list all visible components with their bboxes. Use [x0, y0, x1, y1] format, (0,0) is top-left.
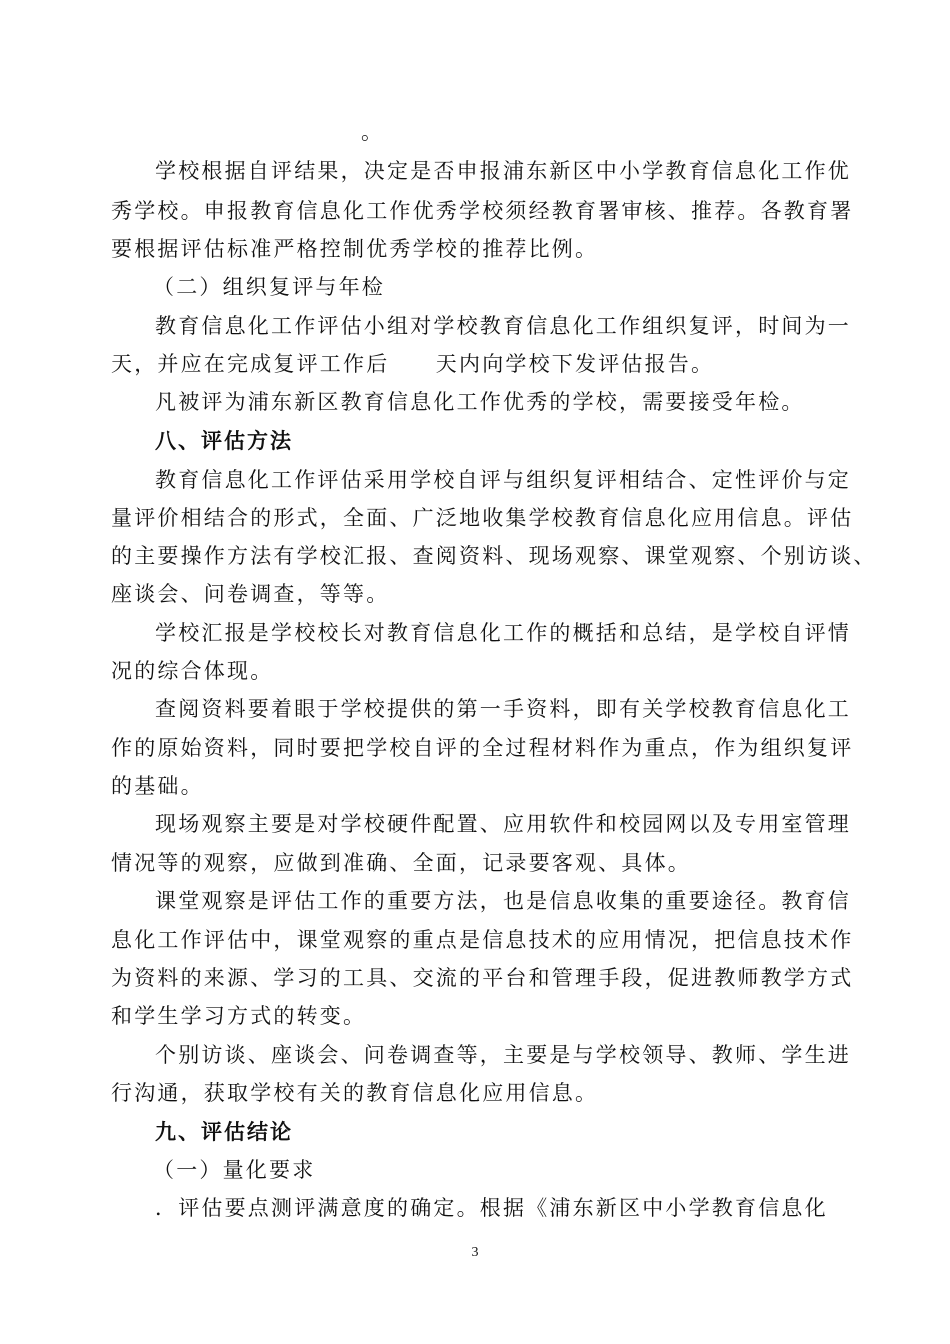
paragraph-line: 要根据评估标准严格控制优秀学校的推荐比例。	[111, 237, 599, 261]
paragraph-line: 现场观察主要是对学校硬件配置、应用软件和校园网以及专用室管理	[155, 812, 851, 836]
fragment-punctuation: 。	[361, 120, 385, 144]
section-heading-conclusion: 九、评估结论	[155, 1120, 293, 1144]
paragraph-line: 秀学校。申报教育信息化工作优秀学校须经教育署审核、推荐。各教育署	[111, 199, 854, 223]
paragraph-line: 情况等的观察，应做到准确、全面，记录要客观、具体。	[111, 851, 691, 875]
section-heading-methods: 八、评估方法	[155, 429, 293, 453]
paragraph-line: 作的原始资料，同时要把学校自评的全过程材料作为重点，作为组织复评	[111, 736, 854, 760]
paragraph-line: 和学生学习方式的转变。	[111, 1004, 367, 1028]
paragraph-line: 查阅资料要着眼于学校提供的第一手资料，即有关学校教育信息化工	[155, 697, 851, 721]
paragraph-line: 息化工作评估中，课堂观察的重点是信息技术的应用情况，把信息技术作	[111, 928, 854, 952]
paragraph-line: 个别访谈、座谈会、问卷调查等，主要是与学校领导、教师、学生进	[155, 1043, 851, 1067]
paragraph-line: 为资料的来源、学习的工具、交流的平台和管理手段，促进教师教学方式	[111, 966, 854, 990]
paragraph-line: 量评价相结合的形式，全面、广泛地收集学校教育信息化应用信息。评估	[111, 506, 854, 530]
paragraph-line: 学校汇报是学校校长对教育信息化工作的概括和总结，是学校自评情	[155, 621, 851, 645]
paragraph-line: 况的综合体现。	[111, 659, 274, 683]
paragraph-line: 教育信息化工作评估小组对学校教育信息化工作组织复评，时间为一	[155, 314, 851, 338]
paragraph-line: 座谈会、问卷调查，等等。	[111, 582, 390, 606]
paragraph-line: 行沟通，获取学校有关的教育信息化应用信息。	[111, 1081, 599, 1105]
paragraph-line: ．评估要点测评满意度的确定。根据《浦东新区中小学教育信息化	[155, 1196, 828, 1220]
paragraph-line: 课堂观察是评估工作的重要方法，也是信息收集的重要途径。教育信	[155, 889, 851, 913]
paragraph-line: 天，并应在完成复评工作后 天内向学校下发评估报告。	[111, 352, 715, 376]
subheading-review: （二）组织复评与年检	[153, 275, 385, 299]
paragraph-line: 凡被评为浦东新区教育信息化工作优秀的学校，需要接受年检。	[155, 390, 805, 414]
paragraph-line: 学校根据自评结果，决定是否申报浦东新区中小学教育信息化工作优	[155, 159, 851, 183]
paragraph-line: 教育信息化工作评估采用学校自评与组织复评相结合、定性评价与定	[155, 468, 851, 492]
paragraph-line: 的主要操作方法有学校汇报、查阅资料、现场观察、课堂观察、个别访谈、	[111, 544, 877, 568]
paragraph-line: 的基础。	[111, 774, 204, 798]
page-number: 3	[471, 1245, 479, 1260]
subheading-quantification: （一）量化要求	[153, 1158, 316, 1182]
